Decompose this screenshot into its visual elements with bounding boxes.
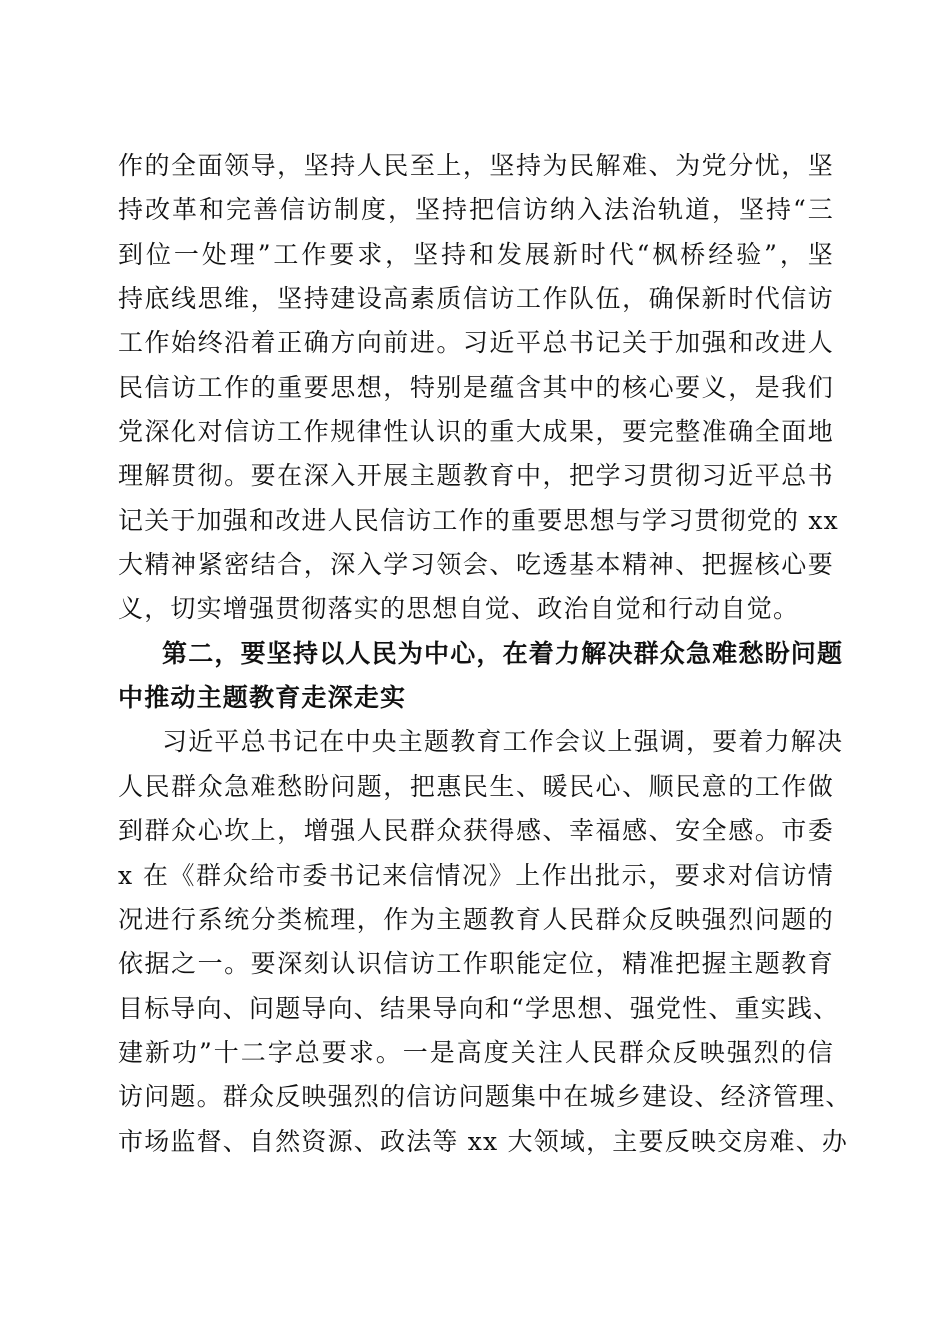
paragraph-line: 义，切实增强贯彻落实的思想自觉、政治自觉和行动自觉。 [118,594,800,624]
paragraph-line: 建新功”十二字总要求。一是高度关注人民群众反映强烈的信 [118,1037,834,1067]
paragraph-line: 党深化对信访工作规律性认识的重大成果，要完整准确全面地 [118,417,834,447]
paragraph-line: 目标导向、问题导向、结果导向和“学思想、强党性、重实践、 [118,993,840,1023]
paragraph-line: 人民群众急难愁盼问题，把惠民生、暖民心、顺民意的工作做 [118,771,834,801]
section-heading: 第二，要坚持以人民为中心，在着力解决群众急难愁盼问题 [162,638,844,668]
paragraph-line: 到群众心坎上，增强人民群众获得感、幸福感、安全感。市委 [118,816,834,846]
paragraph-line: 理解贯彻。要在深入开展主题教育中，把学习贯彻习近平总书 [118,461,834,491]
paragraph-line: 到位一处理”工作要求，坚持和发展新时代“枫桥经验”，坚 [118,239,834,269]
paragraph-line: 记关于加强和改进人民信访工作的重要思想与学习贯彻党的 xx [118,505,839,535]
paragraph-line: 依据之一。要深刻认识信访工作职能定位，精准把握主题教育 [118,949,834,979]
paragraph-line: 大精神紧密结合，深入学习领会、吃透基本精神、把握核心要 [118,550,834,580]
paragraph-line: 持改革和完善信访制度，坚持把信访纳入法治轨道，坚持“三 [118,195,834,225]
paragraph-line: 况进行系统分类梳理，作为主题教育人民群众反映强烈问题的 [118,904,834,934]
paragraph-line: 持底线思维，坚持建设高素质信访工作队伍，确保新时代信访 [118,284,834,314]
paragraph-line: 访问题。群众反映强烈的信访问题集中在城乡建设、经济管理、 [118,1082,852,1112]
section-heading: 中推动主题教育走深走实 [118,683,407,713]
paragraph-line: 市场监督、自然资源、政法等 xx 大领域，主要反映交房难、办 [118,1126,849,1156]
paragraph-line: 作的全面领导，坚持人民至上，坚持为民解难、为党分忧，坚 [118,151,834,180]
paragraph-line: 工作始终沿着正确方向前进。习近平总书记关于加强和改进人 [118,328,834,358]
paragraph-line: 民信访工作的重要思想，特别是蕴含其中的核心要义，是我们 [118,372,834,402]
paragraph-line: 习近平总书记在中央主题教育工作会议上强调，要着力解决 [162,727,844,757]
body-text [118,144,852,1164]
paragraph-line: x 在《群众给市委书记来信情况》上作出批示，要求对信访情 [118,860,834,890]
